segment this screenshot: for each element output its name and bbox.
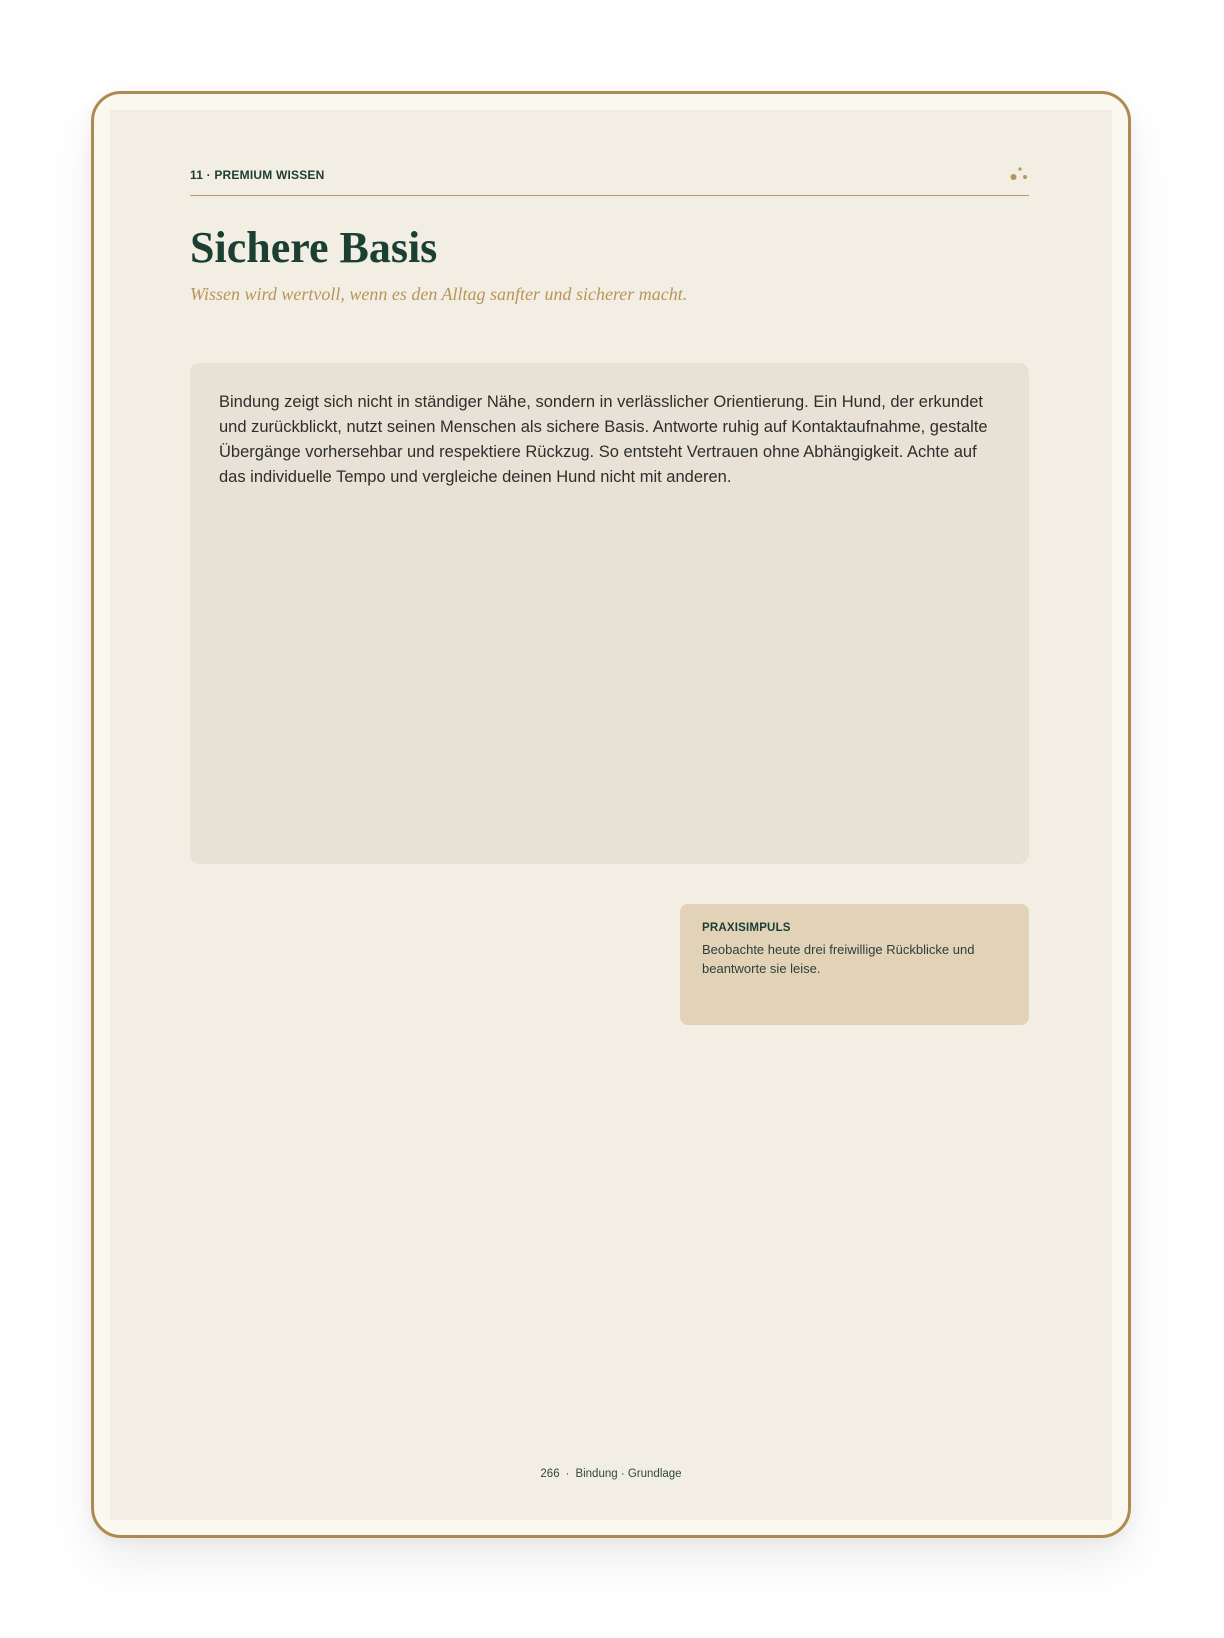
section-label: 11 · PREMIUM WISSEN xyxy=(190,168,325,182)
body-card xyxy=(190,363,1029,864)
tip-card xyxy=(680,904,1029,1025)
tip-text: Beobachte heute drei freiwillige Rückblicke und beantworte sie leise. xyxy=(702,942,975,976)
page xyxy=(110,110,1112,1520)
tip-label: PRAXISIMPULS xyxy=(702,922,791,934)
page-title: Sichere Basis xyxy=(190,223,438,272)
footer-separator: · xyxy=(565,1468,570,1480)
page-footer xyxy=(110,1468,1112,1480)
body-text: Bindung zeigt sich nicht in ständiger Nähe, sondern in verlässlicher Orientierung. Ein Hund, der erkundet und zurückblickt, nutzt seinen Menschen als sichere Basis. Antworte ruhig auf Kontaktaufnahme, gestalte Übergänge vorhersehbar und respektiere Rückzug. So entsteht Vertrauen ohne Abhängigkeit. Achte auf das individuelle Tempo und vergleiche deinen Hund nicht mit anderen. xyxy=(219,393,988,486)
header-divider xyxy=(190,195,1029,196)
page-subtitle: Wissen wird wertvoll, wenn es den Alltag sanfter und sicherer macht. xyxy=(190,284,688,304)
page-header xyxy=(190,110,1029,196)
page-number: 266 xyxy=(540,1468,560,1480)
footer-chapter: Bindung · Grundlage xyxy=(575,1468,682,1480)
dots-ornament-icon xyxy=(1009,166,1029,182)
